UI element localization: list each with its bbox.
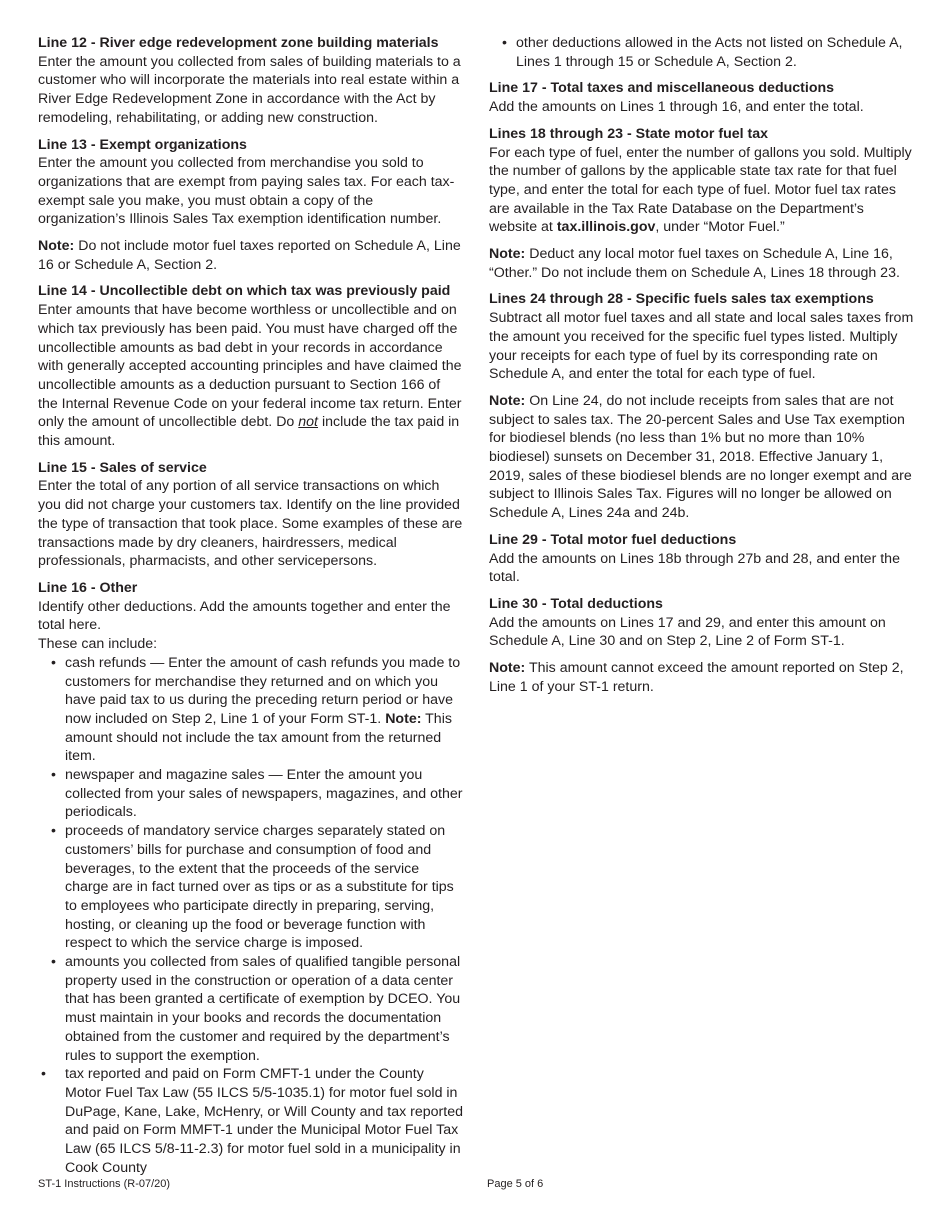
line-18-23-heading: Lines 18 through 23 - State motor fuel tax (489, 125, 769, 142)
line-18-23-body-b: , under “Motor Fuel.” (655, 219, 785, 236)
line-18-23-body (489, 144, 914, 238)
line-18-23-note (489, 245, 914, 282)
line-16-body: Identify other deductions. Add the amounts together and enter the total here. (38, 598, 451, 634)
line-12-body: Enter the amount you collected from sales of building materials to a customer who will incorporate the materials into real estate within a River Edge Redevelopment Zone in accordance with the Act by remodeling, rehabilitating, or adding new construction. (38, 53, 461, 126)
line-14-body-b: include the tax paid in this amount. (38, 414, 460, 450)
line-13-heading: Line 13 - Exempt organizations (38, 136, 247, 153)
note-label: Note: (489, 246, 526, 263)
line-30-note (489, 659, 914, 696)
list-item (38, 654, 463, 766)
line-30-section (489, 595, 914, 651)
line-24-28-note (489, 392, 914, 523)
note-label: Note: (38, 238, 75, 255)
line-29-body: Add the amounts on Lines 18b through 27b and 28, and enter the total. (489, 550, 900, 586)
bullet-text: cash refunds — Enter the amount of cash refunds you made to customers for merchandise they returned and on which you have paid tax to us during the preceding return period or have now included on Step 2, Line 1 of your Form ST-1. (65, 654, 461, 727)
line-16-section (38, 579, 463, 1178)
line-16-bullet-list (38, 654, 463, 1065)
note-label: Note: (385, 710, 422, 727)
right-column (489, 34, 914, 705)
note-text: On Line 24, do not include receipts from sales that are not subject to sales tax. The 20-percent Sales and Use Tax exemption for biodiesel blends (no less than 1% but no more than 10% biodiesel) sunsets on December 31, 2018. Effective January 1, 2019, sales of these biodiesel blends are no longer exempt and are subject to Illinois Sales Tax. Figures will no longer be allowed on Schedule A, Lines 24a and 24b. (489, 392, 912, 522)
note-label: Note: (489, 392, 526, 409)
line-13-body: Enter the amount you collected from merchandise you sold to organizations that are exempt from paying sales tax. For each tax-exempt sale you make, you must obtain a copy of the organization’s Illinois Sales Tax exemption identification number. (38, 155, 455, 228)
note-text: Do not include motor fuel taxes reported on Schedule A, Line 16 or Schedule A, Section 2. (38, 238, 461, 273)
line-15-body: Enter the total of any portion of all service transactions on which you did not charge your customers tax. Identify on the line provided the type of transaction that took place. Some examples of these are transactions made by dry cleaners, hairdressers, medical professionals, pharmacists, and other servicepersons. (38, 478, 463, 570)
line-15-section (38, 459, 463, 571)
left-column (38, 34, 463, 1185)
line-17-heading: Line 17 - Total taxes and miscellaneous deductions (489, 80, 835, 97)
note-label: Note: (489, 660, 526, 677)
line-18-23-body-a: For each type of fuel, enter the number of gallons you sold. Multiply the number of gallons by the applicable state tax rate for that fuel type, and enter the total for each type of fuel. Motor fuel tax rates are available in the Tax Rate Database on the Department’s website at (489, 144, 912, 236)
line-13-note (38, 237, 463, 274)
line-14-heading: Line 14 - Uncollectible debt on which tax was previously paid (38, 283, 451, 300)
line-24-28-body: Subtract all motor fuel taxes and all state and local sales taxes from the amount you received for the specific fuel types listed. Multiply your receipts for each type of fuel by its corresponding rate on Schedule A, and enter the total for each type of fuel. (489, 310, 914, 383)
line-16-continued-list (489, 34, 914, 71)
line-18-23-section (489, 125, 914, 237)
line-13-section (38, 136, 463, 230)
line-12-heading: Line 12 - River edge redevelopment zone building materials (38, 35, 439, 51)
line-15-heading: Line 15 - Sales of service (38, 459, 207, 476)
list-item: • amounts you collected from sales of qualified tangible personal property used in the construction or operation of a data center that has been granted a certificate of exemption by DCEO. You must maintain in your books and records the documentation obtained from the customer and required by the department’s rules to support the exemption. (38, 953, 463, 1065)
line-29-heading: Line 29 - Total motor fuel deductions (489, 531, 737, 548)
line-14-body (38, 301, 463, 451)
list-item: • other deductions allowed in the Acts not listed on Schedule A, Lines 1 through 15 or Schedule A, Section 2. (489, 34, 914, 71)
bullet-text: This amount should not include the tax amount from the returned item. (65, 710, 452, 765)
line-24-28-section (489, 290, 914, 384)
line-24-28-heading: Lines 24 through 28 - Specific fuels sales tax exemptions (489, 291, 874, 308)
note-text: This amount cannot exceed the amount reported on Step 2, Line 1 of your ST-1 return. (489, 660, 904, 695)
line-14-not-emphasis: not (298, 414, 319, 431)
line-29-section (489, 531, 914, 587)
website-link[interactable]: tax.illinois.gov (556, 219, 656, 236)
line-17-body: Add the amounts on Lines 1 through 16, and enter the total. (489, 99, 864, 116)
list-item: • newspaper and magazine sales — Enter the amount you collected from your sales of newspapers, magazines, and other periodicals. (38, 766, 463, 822)
line-14-body-a: Enter amounts that have become worthless or uncollectible and on which tax previously has been paid. You must have charged off the uncollectible amounts as bad debt in your records in accordance with generally accepted accounting principles and have claimed the uncollectible amounts as a deduction pursuant to Section 166 of the Internal Revenue Code on your federal income tax return. Enter only the amount of uncollectible debt. Do (38, 302, 462, 431)
line-16-heading: Line 16 - Other (38, 579, 138, 596)
footer-form-id: ST-1 Instructions (R-07/20) (38, 1178, 171, 1190)
line-30-heading: Line 30 - Total deductions (489, 595, 663, 612)
note-text: Deduct any local motor fuel taxes on Schedule A, Line 16, “Other.” Do not include them on Schedule A, Lines 18 through 23. (489, 246, 900, 281)
list-item: • proceeds of mandatory service charges separately stated on customers’ bills for purchase and consumption of food and beverages, to the extent that the proceeds of the service charge are in fact turned over as tips or as a substitute for tips to employees who participate directly in preparing, serving, hosting, or cleaning up the food or beverage function with respect to which the service charge is imposed. (38, 822, 463, 953)
line-16-intro: These can include: (38, 636, 158, 653)
line-30-body: Add the amounts on Lines 17 and 29, and enter this amount on Schedule A, Line 30 and on Step 2, Line 2 of Form ST-1. (489, 614, 886, 650)
footer-page-number: Page 5 of 6 (487, 1178, 544, 1190)
line-14-section (38, 282, 463, 450)
line-16-bullet-list-outer (38, 1065, 463, 1177)
line-17-section (489, 79, 914, 116)
list-item: • tax reported and paid on Form CMFT-1 under the County Motor Fuel Tax Law (55 ILCS 5/5-1035.1) for motor fuel sold in DuPage, Kane, Lake, McHenry, or Will County and tax reported and paid on Form MMFT-1 under the Municipal Motor Fuel Tax Law (65 ILCS 5/8-11-2.3) for motor fuel sold in a municipality in Cook County (38, 1065, 463, 1177)
line-12-section (38, 34, 463, 128)
